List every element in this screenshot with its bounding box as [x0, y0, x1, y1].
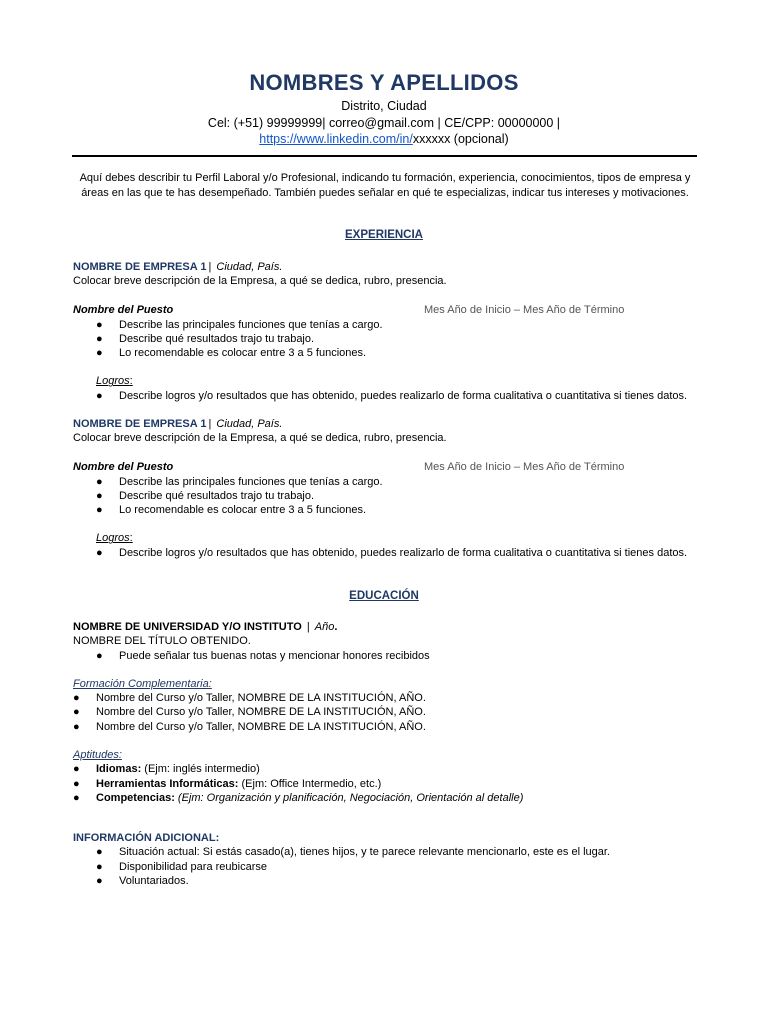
course-text: Nombre del Curso y/o Taller, NOMBRE DE LA INSTITUCIÓN, AÑO.	[96, 720, 426, 733]
bullet-icon: ●	[96, 347, 103, 360]
skill-value: (Ejm: Office Intermedio, etc.)	[238, 777, 382, 790]
header-divider	[72, 155, 697, 157]
graduation-year: Año	[314, 621, 335, 633]
degree-name: NOMBRE DEL TÍTULO OBTENIDO.	[73, 635, 251, 648]
skill-label: Herramientas Informáticas:	[96, 777, 239, 790]
skill-label: Competencias:	[96, 791, 175, 804]
linkedin-suffix: xxxxxx (opcional)	[412, 132, 509, 146]
bullet-icon: ●	[73, 706, 80, 719]
list-item	[73, 705, 703, 719]
info-text: Disponibilidad para reubicarse	[119, 860, 267, 873]
duty-text: Describe las principales funciones que tenías a cargo.	[119, 475, 383, 488]
list-item	[73, 777, 703, 791]
list-item	[73, 649, 703, 663]
contact-line: Cel: (+51) 99999999| correo@gmail.com | CE/CPP: 00000000 |	[207, 115, 561, 130]
achievement-text: Describe logros y/o resultados que has obtenido, puedes realizarlo de forma cualitativa o cuantitativa si tienes datos.	[119, 546, 688, 559]
job-dates: Mes Año de Inicio – Mes Año de Término	[424, 303, 625, 316]
achievements-list	[73, 389, 703, 403]
additional-info-block	[73, 831, 703, 888]
job-dates: Mes Año de Inicio – Mes Año de Término	[424, 460, 625, 473]
bullet-icon: ●	[73, 763, 80, 776]
linkedin-line	[0, 131, 768, 148]
separator: |	[208, 418, 212, 430]
bullet-icon: ●	[96, 332, 103, 345]
skills-list	[73, 762, 703, 805]
bullet-icon: ●	[73, 777, 80, 790]
list-item	[73, 389, 703, 403]
bullet-icon: ●	[96, 389, 103, 402]
role-row	[73, 303, 703, 318]
separator: |	[306, 621, 310, 633]
duty-text: Describe las principales funciones que tenías a cargo.	[119, 318, 383, 331]
resume-header	[0, 68, 768, 148]
company-location: Ciudad, País.	[216, 261, 283, 273]
bullet-icon: ●	[96, 860, 103, 873]
list-item	[73, 791, 703, 805]
job-title: Nombre del Puesto	[73, 460, 174, 473]
bullet-icon: ●	[96, 489, 103, 502]
note-text: Puede señalar tus buenas notas y mencionar honores recibidos	[119, 649, 430, 662]
skill-value: (Ejm: inglés intermedio)	[141, 763, 260, 776]
institution-line	[73, 620, 703, 634]
achievements-label-text: Logros	[96, 532, 130, 545]
company-line	[73, 260, 703, 274]
education-block	[73, 620, 703, 805]
list-item	[73, 720, 703, 734]
achievements-colon: :	[129, 532, 133, 545]
list-item	[73, 475, 703, 489]
list-item	[73, 332, 703, 346]
bullet-icon: ●	[96, 475, 103, 488]
skill-label: Idiomas:	[96, 763, 142, 776]
job-entry	[73, 260, 703, 403]
additional-info-list	[73, 845, 703, 888]
list-item	[73, 318, 703, 332]
info-text: Voluntariados.	[119, 874, 189, 887]
achievement-text: Describe logros y/o resultados que has obtenido, puedes realizarlo de forma cualitativa o cuantitativa si tienes datos.	[119, 389, 688, 402]
bullet-icon: ●	[73, 692, 80, 705]
course-text: Nombre del Curso y/o Taller, NOMBRE DE LA INSTITUCIÓN, AÑO.	[96, 692, 426, 705]
duties-list	[73, 475, 703, 518]
list-item	[73, 346, 703, 360]
list-item	[73, 874, 703, 888]
institution-name: NOMBRE DE UNIVERSIDAD Y/O INSTITUTO	[73, 621, 302, 633]
list-item	[73, 546, 703, 560]
achievements-list	[73, 546, 703, 560]
achievements-label-text: Logros	[96, 375, 130, 388]
company-description: Colocar breve descripción de la Empresa, a qué se dedica, rubro, presencia.	[73, 275, 447, 288]
company-location: Ciudad, País.	[216, 418, 283, 430]
location: Distrito, Ciudad	[341, 99, 427, 113]
complementary-title: Formación Complementaria:	[73, 677, 212, 690]
education-notes	[73, 649, 703, 663]
experience-title: EXPERIENCIA	[345, 229, 423, 241]
course-text: Nombre del Curso y/o Taller, NOMBRE DE LA INSTITUCIÓN, AÑO.	[96, 706, 426, 719]
company-name: NOMBRE DE EMPRESA 1	[73, 418, 207, 430]
full-name: NOMBRES Y APELLIDOS	[249, 70, 519, 95]
bullet-icon: ●	[96, 846, 103, 859]
job-title: Nombre del Puesto	[73, 303, 174, 316]
duty-text: Describe qué resultados trajo tu trabajo.	[119, 489, 315, 502]
duty-text: Lo recomendable es colocar entre 3 a 5 funciones.	[119, 347, 367, 360]
list-item	[73, 860, 703, 874]
education-title: EDUCACIÓN	[349, 590, 419, 602]
profile-summary: Aquí debes describir tu Perfil Laboral y/o Profesional, indicando tu formación, experiencia, conocimientos, tipos de empresa y áreas en las que te has desempeñado. También puedes señalar en qué te especializas, indicar tus intereses y motivaciones.	[79, 172, 691, 199]
company-description: Colocar breve descripción de la Empresa, a qué se dedica, rubro, presencia.	[73, 432, 447, 445]
bullet-icon: ●	[73, 791, 80, 804]
achievements-label	[73, 374, 703, 388]
achievements-colon: :	[129, 375, 133, 388]
duties-list	[73, 318, 703, 361]
job-entry	[73, 417, 703, 560]
year-period: .	[334, 621, 338, 633]
bullet-icon: ●	[96, 874, 103, 887]
linkedin-link[interactable]: https://www.linkedin.com/in/	[259, 132, 413, 146]
role-row	[73, 460, 703, 475]
duty-text: Describe qué resultados trajo tu trabajo.	[119, 332, 315, 345]
bullet-icon: ●	[96, 504, 103, 517]
company-line	[73, 417, 703, 431]
duty-text: Lo recomendable es colocar entre 3 a 5 funciones.	[119, 504, 367, 517]
skill-value: (Ejm: Organización y planificación, Negociación, Orientación al detalle)	[174, 791, 524, 804]
bullet-icon: ●	[96, 546, 103, 559]
courses-list	[73, 691, 703, 734]
list-item	[73, 762, 703, 776]
bullet-icon: ●	[96, 318, 103, 331]
bullet-icon: ●	[73, 720, 80, 733]
list-item	[73, 489, 703, 503]
bullet-icon: ●	[96, 649, 103, 662]
achievements-label	[73, 531, 703, 545]
list-item	[73, 691, 703, 705]
skills-title: Aptitudes:	[73, 749, 122, 762]
separator: |	[208, 261, 212, 273]
info-text: Situación actual: Si estás casado(a), tienes hijos, y te parece relevante mencionarlo, este es el lugar.	[119, 846, 610, 859]
company-name: NOMBRE DE EMPRESA 1	[73, 261, 207, 273]
list-item	[73, 503, 703, 517]
additional-info-title: INFORMACIÓN ADICIONAL:	[73, 832, 220, 844]
list-item	[73, 845, 703, 859]
